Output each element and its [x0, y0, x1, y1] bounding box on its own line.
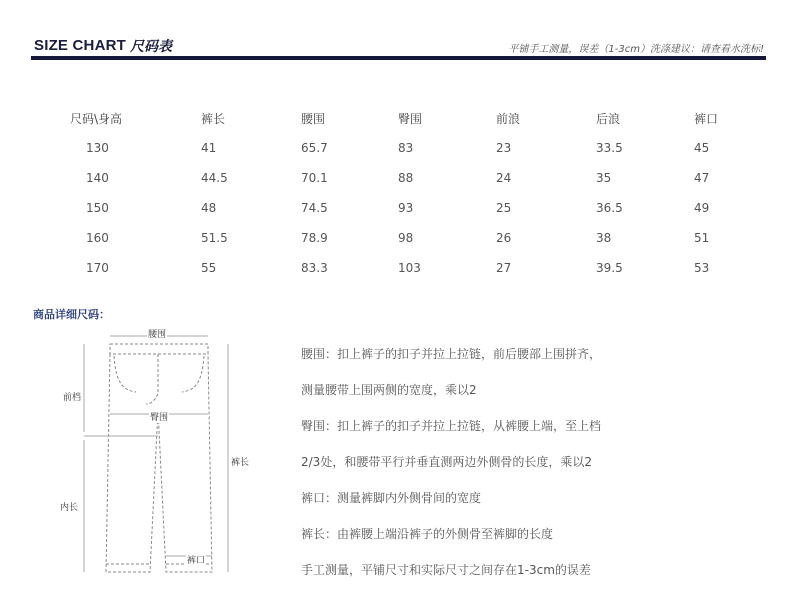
measurement-note: 平铺手工测量，误差（1-3cm）洗涤建议：请查看水洗标! — [508, 44, 764, 55]
table-cell: 70.1 — [301, 171, 328, 185]
table-cell: 53 — [694, 261, 710, 275]
detail-section-label: 商品详细尺码： — [33, 308, 110, 321]
table-cell: 27 — [496, 261, 512, 275]
table-cell: 51 — [694, 231, 710, 245]
table-row — [70, 253, 744, 283]
hip-label: 臀围 — [149, 410, 169, 423]
table-cell: 98 — [398, 231, 414, 245]
leg-opening-label: 裤口 — [186, 553, 206, 566]
description-line: 裤长：由裤腰上端沿裤子的外侧骨至裤脚的长度 — [301, 527, 554, 541]
description-line: 手工测量，平铺尺寸和实际尺寸之间存在1-3cm的误差 — [301, 563, 591, 577]
table-cell: 140 — [86, 171, 109, 185]
table-cell: 160 — [86, 231, 109, 245]
size-table — [70, 103, 744, 283]
table-row — [70, 163, 744, 193]
table-cell: 170 — [86, 261, 109, 275]
table-cell: 88 — [398, 171, 414, 185]
header-divider — [31, 56, 766, 60]
table-cell: 83.3 — [301, 261, 328, 275]
table-header-row — [70, 103, 744, 133]
front-rise-label: 前档 — [62, 390, 82, 403]
description-line: 臀围：扣上裤子的扣子并拉上拉链，从裤腰上端，至上档 — [301, 419, 602, 433]
table-cell: 38 — [596, 231, 612, 245]
table-cell: 93 — [398, 201, 414, 215]
table-row — [70, 193, 744, 223]
column-header: 前浪 — [496, 111, 521, 126]
column-header: 后浪 — [596, 111, 621, 126]
table-cell: 45 — [694, 141, 710, 155]
pants-diagram — [50, 322, 270, 592]
column-header: 裤长 — [201, 111, 226, 126]
description-line: 2/3处，和腰带平行并垂直测两边外侧骨的长度，乘以2 — [301, 455, 592, 469]
table-cell: 65.7 — [301, 141, 328, 155]
table-cell: 26 — [496, 231, 512, 245]
column-header: 裤口 — [694, 111, 719, 126]
table-row — [70, 223, 744, 253]
table-cell: 24 — [496, 171, 512, 185]
table-cell: 25 — [496, 201, 512, 215]
title-cn: 尺码表 — [130, 39, 172, 55]
inseam-label: 内长 — [59, 500, 79, 513]
description-line: 测量腰带上围两侧的宽度，乘以2 — [301, 383, 477, 397]
description-line: 裤口：测量裤脚内外侧骨间的宽度 — [301, 491, 482, 505]
table-row — [70, 133, 744, 163]
table-cell: 150 — [86, 201, 109, 215]
table-cell: 51.5 — [201, 231, 228, 245]
table-cell: 39.5 — [596, 261, 623, 275]
table-cell: 55 — [201, 261, 217, 275]
waist-label: 腰围 — [147, 327, 167, 340]
table-cell: 47 — [694, 171, 710, 185]
column-header: 臀围 — [398, 111, 423, 126]
table-cell: 33.5 — [596, 141, 623, 155]
measurement-descriptions — [301, 344, 771, 596]
table-cell: 48 — [201, 201, 217, 215]
table-cell: 83 — [398, 141, 414, 155]
column-header: 尺码\身高 — [70, 111, 123, 126]
column-header: 腰围 — [301, 111, 326, 126]
table-cell: 41 — [201, 141, 217, 155]
table-cell: 49 — [694, 201, 710, 215]
table-cell: 36.5 — [596, 201, 623, 215]
length-label: 裤长 — [230, 455, 250, 468]
table-cell: 74.5 — [301, 201, 328, 215]
table-cell: 35 — [596, 171, 612, 185]
table-cell: 44.5 — [201, 171, 228, 185]
table-cell: 23 — [496, 141, 512, 155]
description-line: 腰围：扣上裤子的扣子并拉上拉链，前后腰部上围拼齐， — [301, 347, 602, 361]
table-cell: 130 — [86, 141, 109, 155]
table-cell: 103 — [398, 261, 421, 275]
table-cell: 78.9 — [301, 231, 328, 245]
title-en: SIZE CHART — [34, 37, 126, 54]
